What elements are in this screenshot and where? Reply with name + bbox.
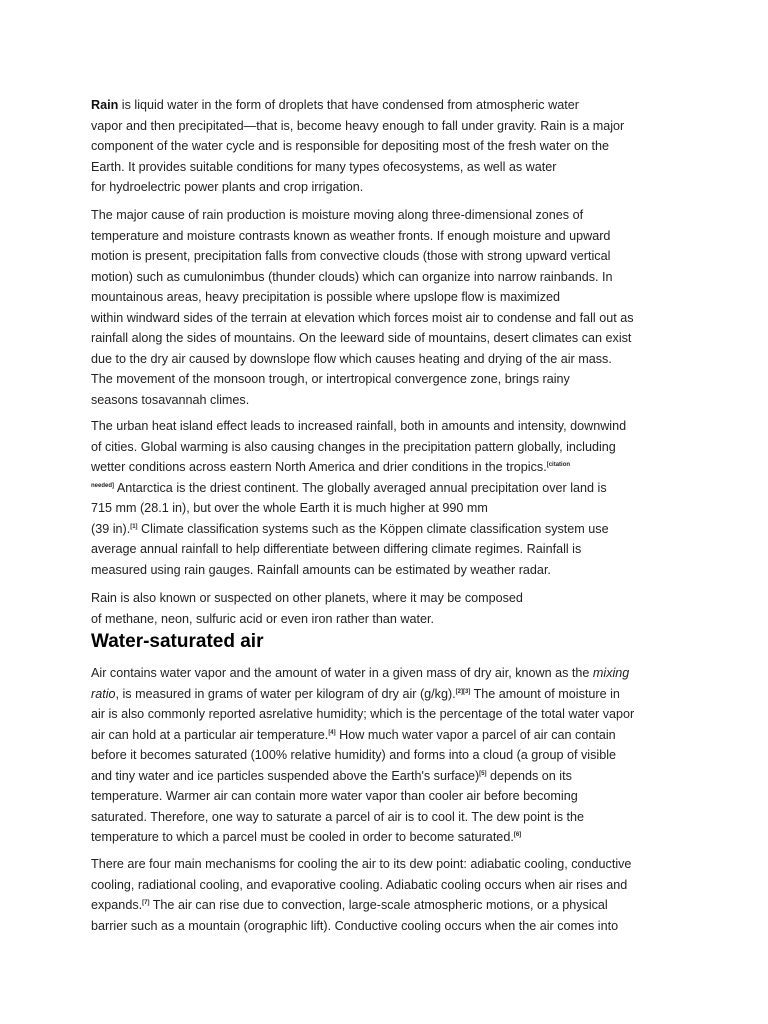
citation-link[interactable]: [6] — [513, 832, 522, 838]
text-line: motion) such as cumulonimbus (thunder clouds) which can organize into narrow rainbands. In — [91, 269, 613, 284]
text-line: Rain is also known or suspected on other planets, where it may be composed — [91, 591, 523, 605]
text-line: within windward sides of the terrain at elevation which forces moist air to condense and fall out as — [91, 310, 634, 325]
text-line: temperature. Warmer air can contain more water vapor than cooler air before becoming — [91, 789, 578, 803]
paragraph-cooling-mechanisms — [91, 854, 631, 936]
text-line: Earth. It provides suitable conditions for many types ofecosystems, as well as water — [91, 159, 557, 174]
citation-link[interactable]: [2][3] — [455, 688, 471, 695]
text-line: seasons tosavannah climes. — [91, 392, 250, 407]
text-line: and tiny water and ice particles suspended above the Earth's surface)[5] depends on its — [91, 768, 572, 783]
text-line: (39 in).[1] Climate classification systems such as the Köppen climate classification system use — [91, 521, 609, 536]
citation-link[interactable]: [5] — [479, 770, 487, 777]
text-line: of cities. Global warming is also causing changes in the precipitation pattern globally, including — [91, 439, 616, 454]
text-line: vapor and then precipitated—that is, become heavy enough to fall under gravity. Rain is a major — [91, 118, 625, 133]
text-line: 715 mm (28.1 in), but over the whole Earth it is much higher at 990 mm — [91, 501, 488, 515]
text-line: The major cause of rain production is moisture moving along three-dimensional zones of — [91, 208, 584, 222]
paragraph-rain-intro — [91, 95, 624, 198]
text-line: There are four main mechanisms for cooling the air to its dew point: adiabatic cooling, conductive — [91, 857, 632, 871]
text-line: mountainous areas, heavy precipitation is possible where upslope flow is maximized — [91, 290, 561, 304]
text-line: for hydroelectric power plants and crop irrigation. — [91, 180, 364, 194]
text-line: due to the dry air caused by downslope flow which causes heating and drying of the air mass. — [91, 351, 612, 366]
paragraph-urban-heat — [91, 416, 626, 580]
paragraph-rain-production — [91, 205, 634, 410]
text-line: The urban heat island effect leads to increased rainfall, both in amounts and intensity, downwind — [91, 419, 627, 433]
citation-link[interactable]: [7] — [142, 900, 150, 906]
text-line: temperature to which a parcel must be cooled in order to become saturated.[6] — [91, 830, 522, 844]
text-line: measured using rain gauges. Rainfall amounts can be estimated by weather radar. — [91, 562, 551, 577]
text-line: motion is present, precipitation falls from convective clouds (those with strong upward vertical — [91, 249, 611, 263]
text-line: before it becomes saturated (100% relative humidity) and forms into a cloud (a group of visible — [91, 748, 617, 762]
text-line: Air contains water vapor and the amount of water in a given mass of dry air, known as the mixing — [91, 666, 630, 680]
text-line: wetter conditions across eastern North America and drier conditions in the tropics.$^{[citation}$ — [91, 460, 571, 474]
text-line: temperature and moisture contrasts known as weather fronts. If enough moisture and upward — [91, 228, 611, 243]
text-line: saturated. Therefore, one way to saturate a parcel of air is to cool it. The dew point is the — [91, 809, 585, 824]
text-line: expands.[7] The air can rise due to convection, large-scale atmospheric motions, or a physical — [91, 898, 608, 912]
text-line: rainfall along the sides of mountains. On the leeward side of mountains, desert climates can exist — [91, 331, 632, 345]
text-line: cooling, radiational cooling, and evaporative cooling. Adiabatic cooling occurs when air rises and — [91, 877, 628, 892]
text-line: ratio, is measured in grams of water per kilogram of dry air (g/kg).[2][3] The amount of moisture in — [91, 686, 620, 701]
paragraph-other-planets — [91, 588, 523, 629]
text-line: average annual rainfall to help differentiate between differing climate regimes. Rainfall is — [91, 542, 582, 556]
citation-needed-link[interactable]: [citation — [546, 462, 571, 468]
citation-needed-link[interactable]: needed] — [91, 482, 115, 489]
term-rain: Rain — [91, 98, 119, 112]
text-line: $^{needed]}$ Antarctica is the driest continent. The globally averaged annual precipitation over land is — [91, 480, 607, 495]
text-line: Rain is liquid water in the form of droplets that have condensed from atmospheric water — [91, 98, 579, 112]
text-line: barrier such as a mountain (orographic lift). Conductive cooling occurs when the air comes into — [91, 918, 619, 933]
section-heading: Water-saturated air — [91, 631, 264, 652]
text-line: air is also commonly reported asrelative humidity; which is the percentage of the total water vapor — [91, 707, 635, 721]
citation-link[interactable]: [1] — [130, 523, 138, 530]
paragraph-water-vapor — [91, 663, 634, 848]
text-line: of methane, neon, sulfuric acid or even iron rather than water. — [91, 611, 435, 626]
citation-link[interactable]: [4] — [328, 729, 336, 736]
text-line: component of the water cycle and is responsible for depositing most of the fresh water on the — [91, 139, 610, 153]
text-line: The movement of the monsoon trough, or intertropical convergence zone, brings rainy — [91, 372, 570, 386]
text-line: air can hold at a particular air temperature.[4] How much water vapor a parcel of air can contain — [91, 727, 616, 742]
